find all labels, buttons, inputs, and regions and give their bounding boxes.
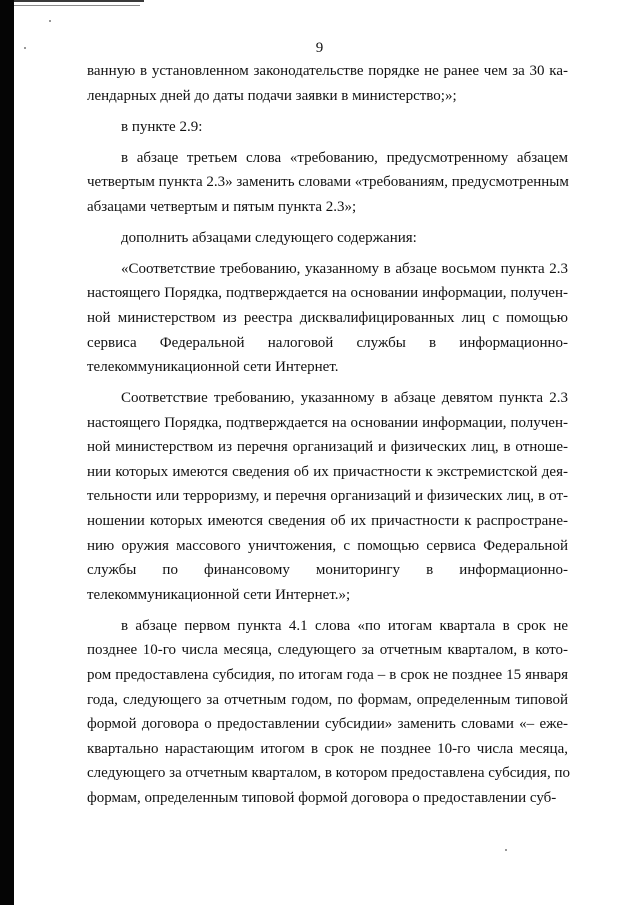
- text-line: в абзаце первом пункта 4.1 слова «по итогам квартала в срок не: [121, 617, 568, 634]
- text-line: в пункте 2.9:: [121, 118, 203, 135]
- text-line: телекоммуникационной сети Интернет.»;: [87, 586, 351, 603]
- paragraph: [87, 59, 568, 108]
- text-line: тельности или терроризму, и перечня организаций и физических лиц, в от-: [87, 488, 568, 505]
- text-line: настоящего Порядка, подтверждается на основании информации, получен-: [87, 285, 568, 302]
- paragraph: [87, 115, 568, 140]
- text-line: абзацами четвертым и пятым пункта 2.3»;: [87, 198, 357, 215]
- scan-speck: [505, 849, 507, 851]
- text-line: ной министерством из перечня организаций и физических лиц, в отноше-: [87, 439, 568, 456]
- scan-top-rule: [14, 0, 144, 2]
- document-body: [87, 59, 568, 817]
- text-line: телекоммуникационной сети Интернет.: [87, 359, 339, 376]
- text-line: четвертым пункта 2.3» заменить словами «требованиям, предусмотренным: [87, 174, 569, 191]
- scan-top-rule-secondary: [14, 5, 140, 6]
- text-line: в абзаце третьем слова «требованию, предусмотренному абзацем: [121, 149, 568, 166]
- text-line: формам, определенным типовой формой договора о предоставлении суб-: [87, 789, 557, 806]
- paragraph: [87, 146, 568, 220]
- scan-speck: [49, 20, 51, 22]
- page-number: 9: [315, 40, 324, 56]
- text-line: ром предоставлена субсидия, по итогам года – в срок не позднее 15 января: [87, 667, 568, 683]
- text-line: настоящего Порядка, подтверждается на основании информации, получен-: [87, 414, 568, 431]
- text-line: ношении которых имеются сведения об их причастности к распростране-: [87, 513, 568, 530]
- text-line: квартально нарастающим итогом в срок не позднее 10-го числа месяца,: [87, 740, 568, 757]
- text-line: позднее 10-го числа месяца, следующего за отчетным кварталом, в кото-: [87, 642, 568, 659]
- paragraph: [87, 386, 568, 607]
- text-line: Соответствие требованию, указанному в абзаце девятом пункта 2.3: [121, 390, 568, 407]
- text-line: «Соответствие требованию, указанному в абзаце восьмом пункта 2.3: [121, 260, 568, 277]
- text-line: сервиса Федеральной налоговой службы в информационно-: [87, 334, 568, 351]
- text-line: лендарных дней до даты подачи заявки в министерство;»;: [87, 87, 457, 104]
- text-line: ванную в установленном законодательстве порядке не ранее чем за 30 ка-: [87, 63, 568, 79]
- text-line: ной министерством из реестра дисквалифицированных лиц с помощью: [87, 309, 568, 326]
- paragraph: [87, 226, 568, 251]
- text-line: следующего за отчетным кварталом, в котором предоставлена субсидия, по: [87, 765, 570, 782]
- text-line: формой договора о предоставлении субсидии» заменить словами «– еже-: [87, 716, 568, 733]
- paragraph: [87, 614, 568, 811]
- text-line: службы по финансовому мониторингу в информационно-: [87, 562, 568, 579]
- text-line: года, следующего за отчетным годом, по формам, определенным типовой: [87, 691, 568, 708]
- scan-edge-shadow: [0, 0, 14, 905]
- text-line: нию оружия массового уничтожения, с помощью сервиса Федеральной: [87, 537, 568, 554]
- text-line: дополнить абзацами следующего содержания:: [121, 229, 417, 246]
- text-line: нии которых имеются сведения об их причастности к экстремистской дея-: [87, 463, 568, 480]
- paragraph: [87, 257, 568, 380]
